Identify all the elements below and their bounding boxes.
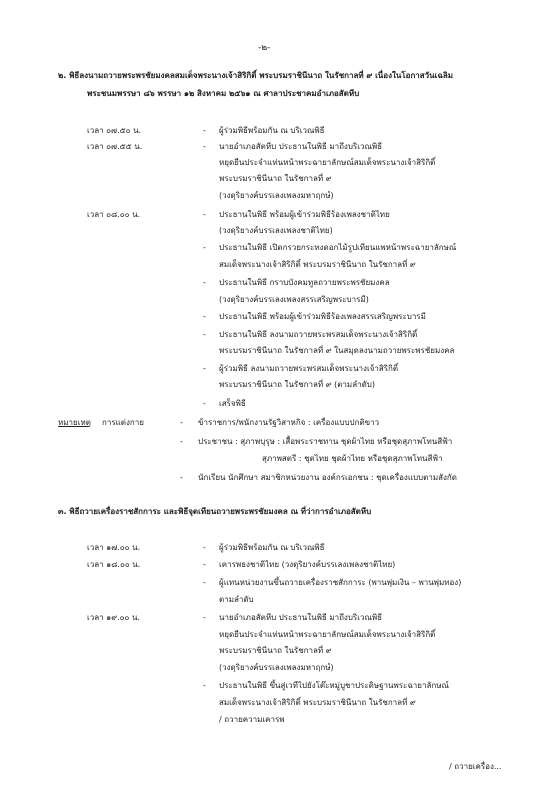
note-title: การแต่งกาย: [102, 418, 144, 427]
event-text: ประธานในพิธี พร้อมผู้เข้าร่วมพิธีร้องเพลงชาติไทย: [219, 210, 390, 219]
event-text: พระบรมราชินีนาถ ในรัชกาลที่ ๙: [219, 646, 332, 655]
event-text: หยุดยืนประจำแท่นหน้าพระฉายาลักษณ์สมเด็จพระนางเจ้าสิริกิติ์: [219, 158, 436, 167]
note-text: ข้าราชการ/พนักงานรัฐวิสาหกิจ : เครื่องแบบปกติขาว: [198, 418, 380, 427]
time-label: เวลา ๑๘.๐๐ น.: [87, 560, 141, 569]
event-text: เสร็จพิธี: [219, 399, 246, 408]
event-text: หยุดยืนประจำแท่นหน้าพระฉายาลักษณ์สมเด็จพระนางเจ้าสิริกิติ์: [219, 630, 436, 639]
page-number: -๒-: [258, 43, 271, 53]
event-text: พระบรมราชินีนาถ ในรัชกาลที่ ๙: [219, 174, 332, 183]
time-label: เวลา ๐๗.๕๕ น.: [87, 142, 143, 151]
event-text: (วงดุริยางค์บรรเลงเพลงสรรเสริญพระบารมี): [219, 295, 369, 304]
time-label: เวลา ๑๗.๐๐ น.: [87, 543, 141, 552]
time-label: เวลา ๐๘.๐๐ น.: [87, 210, 141, 219]
event-text: พระบรมราชินีนาถ ในรัชกาลที่ ๙ ในสมุดลงนามถวายพระพรชัยมงคล: [219, 346, 455, 355]
dash: -: [203, 126, 206, 135]
event-text: ประธานในพิธี ลงนามถวายพระพรสมเด็จพระนางเจ้าสิริกิติ์: [219, 330, 418, 339]
time-label: เวลา ๑๙.๐๐ น.: [87, 613, 140, 622]
event-text: ผู้แทนหน่วยงานขึ้นถวายเครื่องราชสักการะ (พานพุ่มเงิน – พานพุ่มทอง): [219, 578, 462, 587]
section-2-heading: ๒. พิธีลงนามถวายพระพรชัยมงคลสมเด็จพระนางเจ้าสิริกิติ์ พระบรมราชินีนาถ ในรัชกาลที่ ๙ เนื่องในโอกาสวันเฉลิม: [58, 71, 453, 80]
dash: -: [203, 210, 206, 219]
dash: -: [203, 681, 206, 690]
event-text: ผู้ร่วมพิธีพร้อมกัน ณ บริเวณพิธี: [219, 543, 325, 552]
dash: -: [180, 473, 183, 482]
event-text: ตามลำดับ: [219, 595, 254, 604]
event-text: (วงดุริยางค์บรรเลงเพลงมหาฤกษ์): [219, 191, 334, 200]
note-text: นักเรียน นักศึกษา สมาชิกหน่วยงาน องค์กรเอกชน : ชุดเครื่องแบบตามสังกัด: [198, 473, 457, 482]
event-text: (วงดุริยางค์บรรเลงเพลงมหาฤกษ์): [219, 663, 334, 672]
dash: -: [203, 399, 206, 408]
note-label: หมายเหตุ: [58, 418, 91, 427]
event-text: สมเด็จพระนางเจ้าสิริกิติ์ พระบรมราชินีนาถ ในรัชกาลที่ ๙: [219, 260, 416, 269]
event-text: พระบรมราชินีนาถ ในรัชกาลที่ ๙ (ตามลำดับ): [219, 380, 375, 389]
dash: -: [203, 364, 206, 373]
event-text: ผู้ร่วมพิธี ลงนามถวายพระพรสมเด็จพระนางเจ้าสิริกิติ์: [219, 364, 399, 373]
section-3-heading: ๓. พิธีถวายเครื่องราชสักการะ และพิธีจุดเทียนถวายพระพรชัยมงคล ณ ที่ว่าการอำเภอสัตหีบ: [58, 507, 372, 516]
dash: -: [203, 560, 206, 569]
dash: -: [203, 142, 206, 151]
event-text: ประธานในพิธี เปิดกรวยกระทงดอกไม้รูปเทียนแพหน้าพระฉายาลักษณ์: [219, 243, 457, 252]
event-text: ผู้ร่วมพิธีพร้อมกัน ณ บริเวณพิธี: [219, 126, 325, 135]
dash: -: [180, 437, 183, 446]
section-2-heading-cont: พระชนมพรรษา ๘๖ พรรษา ๑๒ สิงหาคม ๒๕๖๑ ณ ศาลาประชาคมอำเภอสัตหีบ: [87, 89, 360, 98]
event-text: นายอำเภอสัตหีบ ประธานในพิธี มาถึงบริเวณพิธี: [219, 142, 383, 151]
dash: -: [203, 543, 206, 552]
dash: -: [203, 278, 206, 287]
dash: -: [180, 418, 183, 427]
dash: -: [203, 330, 206, 339]
dash: -: [203, 613, 206, 622]
event-text: สมเด็จพระนางเจ้าสิริกิติ์ พระบรมราชินีนาถ ในรัชกาลที่ ๙: [219, 698, 416, 707]
event-text: (วงดุริยางค์บรรเลงเพลงชาติไทย): [219, 226, 333, 235]
time-label: เวลา ๐๗.๕๐ น.: [87, 126, 142, 135]
event-text: เคารพธงชาติไทย (วงดุริยางค์บรรเลงเพลงชาติไทย): [219, 560, 396, 569]
dash: -: [203, 578, 206, 587]
event-text: / ถวายความเคารพ: [219, 715, 285, 724]
note-text: ประชาชน : สุภาพบุรุษ : เสื้อพระราชทาน ชุดผ้าไทย หรือชุดสุภาพโทนสีฟ้า: [198, 437, 453, 446]
event-text: ประธานในพิธี พร้อมผู้เข้าร่วมพิธีร้องเพลงสรรเสริญพระบารมี: [219, 312, 426, 321]
note-text: สุภาพสตรี : ชุดไทย ชุดผ้าไทย หรือชุดสุภาพโทนสีฟ้า: [262, 454, 443, 463]
event-text: นายอำเภอสัตหีบ ประธานในพิธี มาถึงบริเวณพิธี: [219, 613, 383, 622]
event-text: ประธานในพิธี ขึ้นสู่เวทีไปยังโต๊ะหมู่บูชาประดิษฐานพระฉายาลักษณ์: [219, 681, 449, 690]
dash: -: [203, 243, 206, 252]
event-text: ประธานในพิธี กราบบังคมทูลถวายพระพรชัยมงคล: [219, 278, 390, 287]
dash: -: [203, 312, 206, 321]
continuation-footer: / ถวายเครื่อง...: [449, 762, 502, 771]
